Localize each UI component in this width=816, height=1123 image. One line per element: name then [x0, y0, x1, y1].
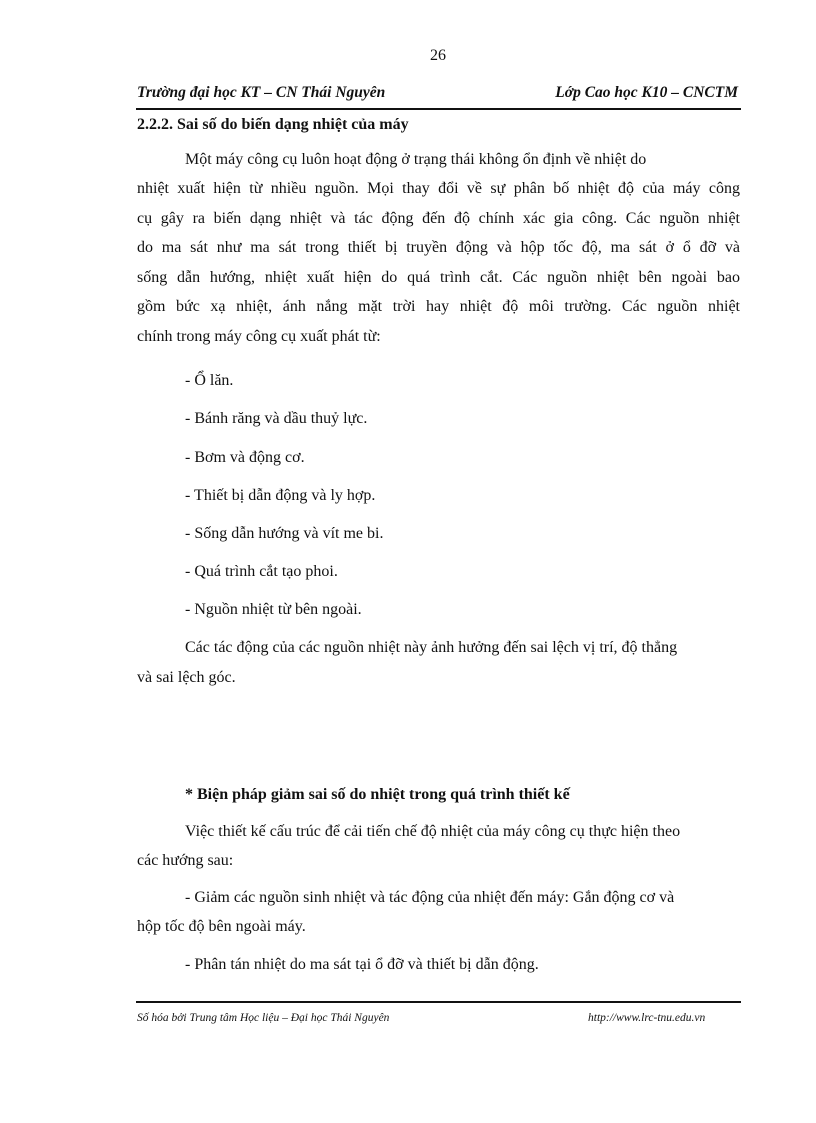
- list-item: - Quá trình cắt tạo phoi.: [185, 563, 338, 580]
- intro-line: do ma sát như ma sát trong thiết bị truyền động và hộp tốc độ, ma sát ở ổ đỡ và: [137, 239, 740, 256]
- footer-divider: [136, 1001, 741, 1003]
- measures-line: - Giảm các nguồn sinh nhiệt và tác động của nhiệt đến máy: Gắn động cơ và: [185, 889, 675, 906]
- section-title: 2.2.2. Sai số do biến dạng nhiệt của máy: [137, 116, 409, 133]
- page-header: [137, 84, 741, 106]
- intro-line: Một máy công cụ luôn hoạt động ở trạng thái không ổn định về nhiệt do: [185, 151, 647, 168]
- list-item: - Sống dẫn hướng và vít me bi.: [185, 525, 384, 542]
- intro-line: nhiệt xuất hiện từ nhiều nguồn. Mọi thay đổi về sự phân bố nhiệt độ của máy công: [137, 180, 740, 197]
- effects-line: Các tác động của các nguồn nhiệt này ảnh hưởng đến sai lệch vị trí, độ thẳng: [185, 639, 678, 656]
- list-item: - Thiết bị dẫn động và ly hợp.: [185, 487, 376, 504]
- intro-line: chính trong máy công cụ xuất phát từ:: [137, 328, 381, 345]
- measures-line: Việc thiết kế cấu trúc để cải tiến chế độ nhiệt của máy công cụ thực hiện theo: [185, 823, 681, 840]
- footer-credit: Số hóa bởi Trung tâm Học liệu – Đại học Thái Nguyên: [137, 1012, 390, 1024]
- measures-heading: * Biện pháp giảm sai số do nhiệt trong quá trình thiết kế: [185, 786, 570, 803]
- header-divider: [136, 108, 741, 110]
- header-class: Lớp Cao học K10 – CNCTM: [555, 84, 738, 101]
- intro-line: gồm bức xạ nhiệt, ánh nắng mặt trời hay nhiệt độ môi trường. Các nguồn nhiệt: [137, 298, 740, 315]
- list-item: - Nguồn nhiệt từ bên ngoài.: [185, 601, 362, 618]
- measures-line: các hướng sau:: [137, 852, 234, 869]
- list-item: - Bơm và động cơ.: [185, 449, 305, 466]
- list-item: - Ổ lăn.: [185, 372, 234, 389]
- footer-url[interactable]: http://www.lrc-tnu.edu.vn: [588, 1012, 706, 1024]
- header-university: Trường đại học KT – CN Thái Nguyên: [137, 84, 386, 101]
- effects-line: và sai lệch góc.: [137, 669, 236, 686]
- intro-line: cụ gây ra biến dạng nhiệt và tác động đến độ chính xác gia công. Các nguồn nhiệt: [137, 210, 740, 227]
- measures-line: - Phân tán nhiệt do ma sát tại ổ đỡ và thiết bị dẫn động.: [185, 956, 539, 973]
- measures-line: hộp tốc độ bên ngoài máy.: [137, 918, 306, 935]
- intro-line: sống dẫn hướng, nhiệt xuất hiện do quá trình cắt. Các nguồn nhiệt bên ngoài bao: [137, 269, 740, 286]
- page-number: 26: [430, 47, 446, 64]
- list-item: - Bánh răng và dầu thuỷ lực.: [185, 410, 368, 427]
